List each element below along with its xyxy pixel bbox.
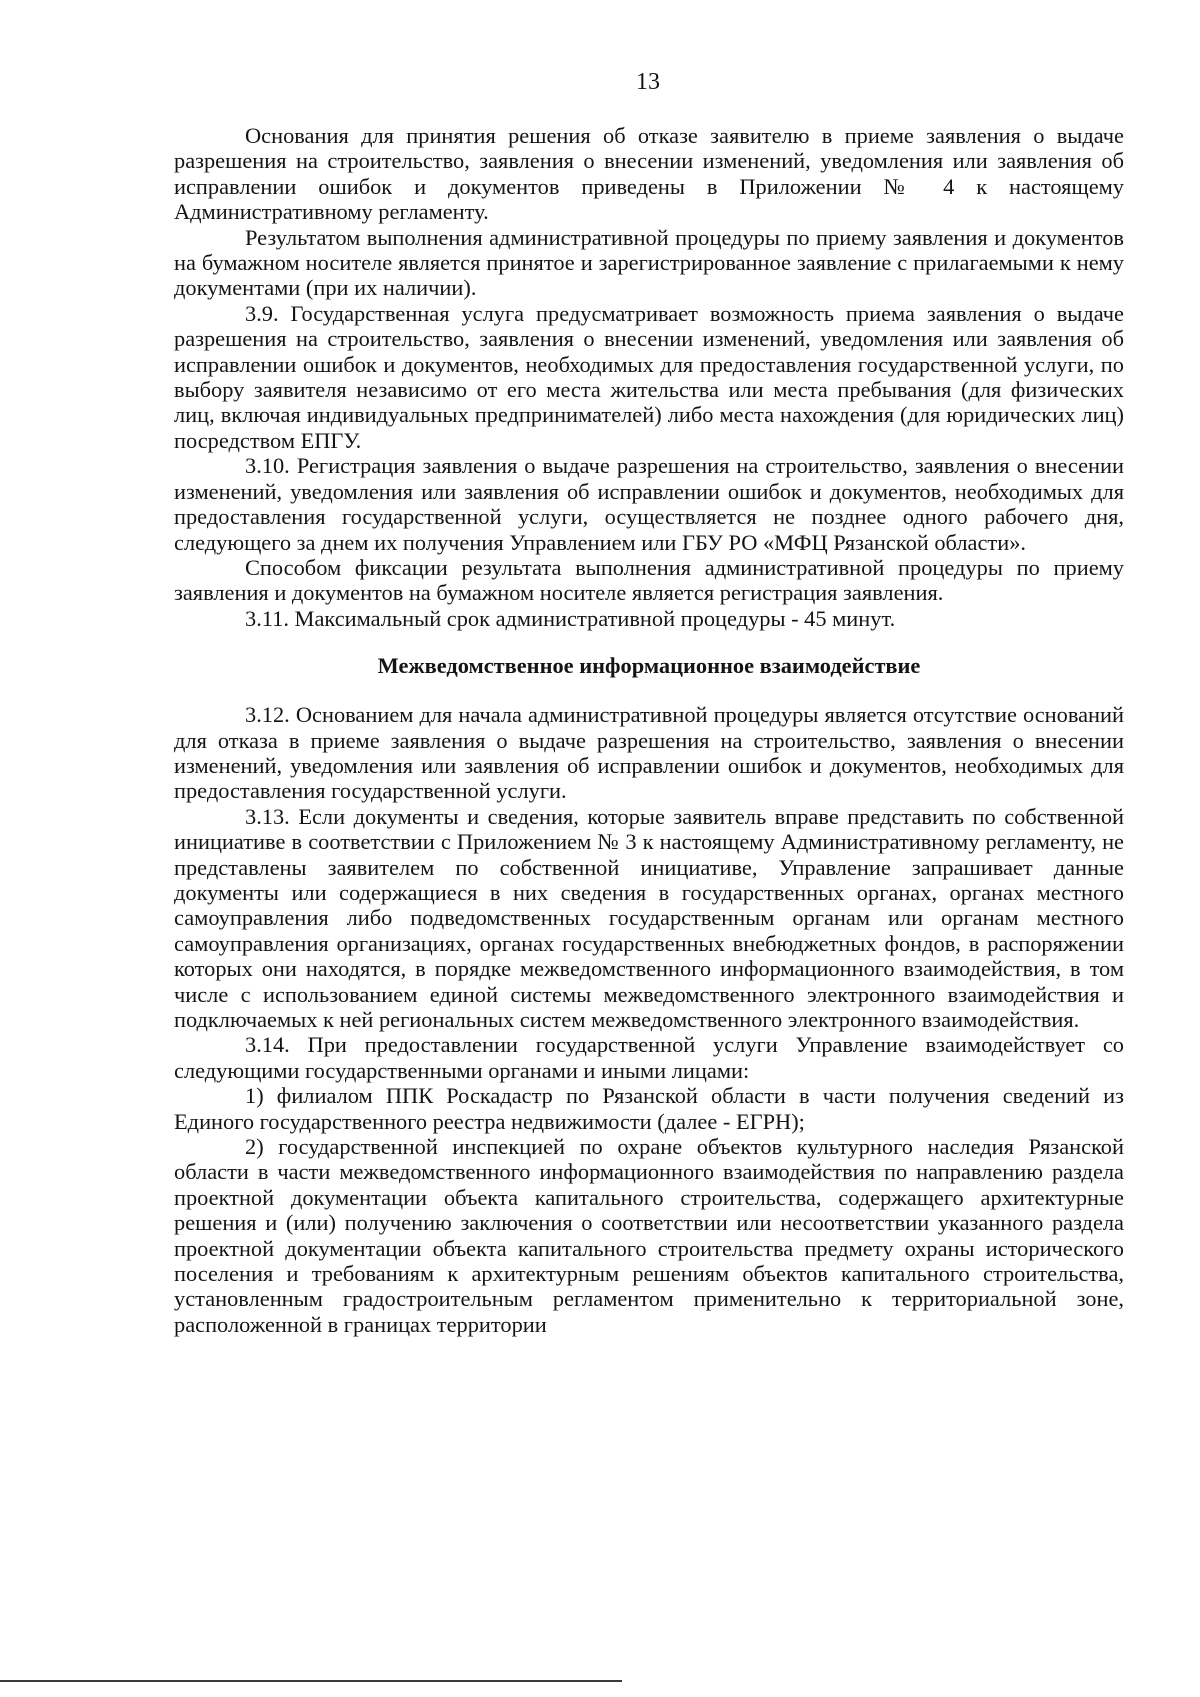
paragraph-3-11: 3.11. Максимальный срок административной процедуры - 45 минут. bbox=[245, 605, 896, 631]
paragraph-fixation-method: Способом фиксации результата выполнения административной процедуры по приему заявления и документов на бумажном носителе является регистрация заявления. bbox=[174, 554, 1124, 606]
list-item-2: 2) государственной инспекцией по охране объектов культурного наследия Рязанской области в части межведомственного информационного взаимодействия по направлению раздела проектной документации объекта капитального строительства, содержащего архитектурные решения и (или) получению заключения о соответствии или несоответствии указанного раздела проектной документации объекта капитального строительства предмету охраны исторического поселения и требованиям к архитектурным решениям объектов капитального строительства, установленным градостроительным регламентом применительно к территориальной зоне, расположенной в границах территории bbox=[174, 1134, 1124, 1337]
paragraph-3-14: 3.14. При предоставлении государственной услуги Управление взаимодействует со следующими государственными органами и иными лицами: bbox=[174, 1032, 1124, 1083]
paragraph-3-13: 3.13. Если документы и сведения, которые заявитель вправе представить по собственной инициативе в соответствии с Приложением № 3 к настоящему Административному регламенту, не представлены заявителем по собственной инициативе, Управление запрашивает данные документы или содержащиеся в них сведения в государственных органах, органах местного самоуправления либо подведомственных государственным органам или органам местного самоуправления организациях, органах государственных внебюджетных фондов, в распоряжении которых они находятся, в порядке межведомственного информационного взаимодействия, в том числе с использованием единой системы межведомственного электронного взаимодействия и подключаемых к ней региональных систем межведомственного электронного взаимодействия. bbox=[174, 803, 1124, 1032]
paragraph-3-12: 3.12. Основанием для начала административной процедуры является отсутствие оснований для отказа в приеме заявления о выдаче разрешения на строительство, заявления о внесении изменений, уведомления или заявления об исправлении ошибок и документов, необходимых для предоставления государственной услуги. bbox=[174, 702, 1124, 804]
document-body bbox=[174, 123, 1124, 1337]
section-heading: Межведомственное информационное взаимодействие bbox=[377, 653, 921, 679]
footer-divider bbox=[0, 1680, 622, 1682]
paragraph-3-9: 3.9. Государственная услуга предусматривает возможность приема заявления о выдаче разрешения на строительство, заявления о внесении изменений, уведомления или заявления об исправлении ошибок и документов, необходимых для предоставления государственной услуги, по выбору заявителя независимо от его места жительства или места пребывания (для физических лиц, включая индивидуальных предпринимателей) либо места нахождения (для юридических лиц) посредством ЕПГУ. bbox=[174, 300, 1124, 453]
paragraph-procedure-result: Результатом выполнения административной процедуры по приему заявления и документов на бумажном носителе является принятое и зарегистрированное заявление с прилагаемыми к нему документами (при их наличии). bbox=[174, 224, 1124, 301]
page-number: 13 bbox=[636, 69, 660, 95]
paragraph-refusal-grounds: Основания для принятия решения об отказе заявителю в приеме заявления о выдаче разрешения на строительство, заявления о внесении изменений, уведомления или заявления об исправлении ошибок и документов приведены в Приложении № 4 к настоящему Административному регламенту. bbox=[174, 123, 1124, 225]
list-item-1: 1) филиалом ППК Роскадастр по Рязанской области в части получения сведений из Единого государственного реестра недвижимости (далее - ЕГРН); bbox=[174, 1083, 1124, 1134]
paragraph-3-10: 3.10. Регистрация заявления о выдаче разрешения на строительство, заявления о внесении изменений, уведомления или заявления об исправлении ошибок и документов, необходимых для предоставления государственной услуги, осуществляется не позднее одного рабочего дня, следующего за днем их получения Управлением или ГБУ РО «МФЦ Рязанской области». bbox=[174, 453, 1124, 555]
